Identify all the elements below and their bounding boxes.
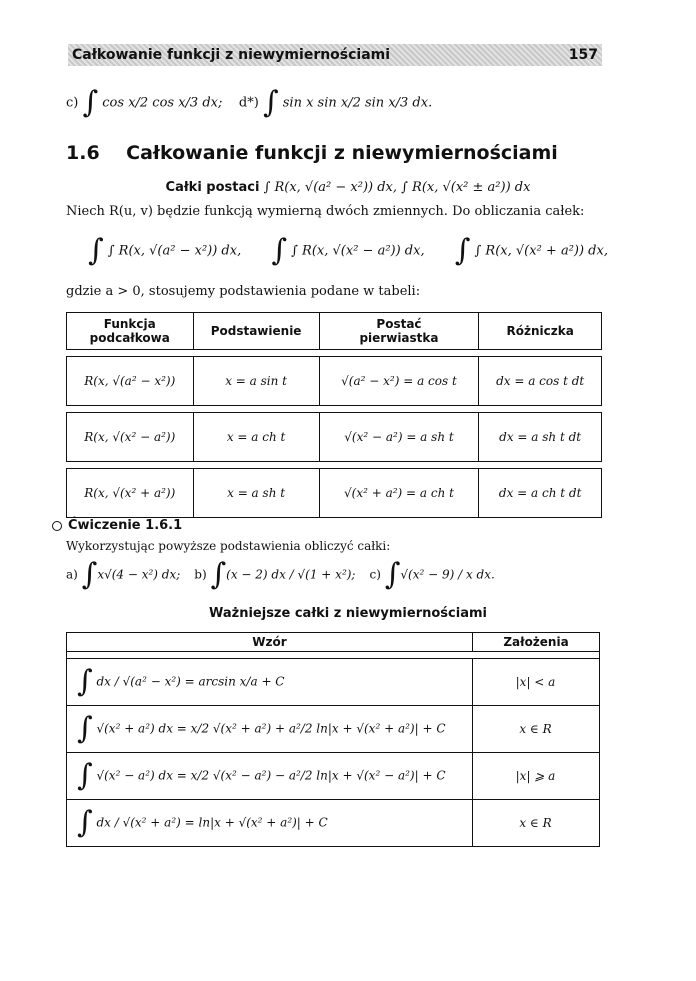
exercise-item: c) ∫√(x² − 9) / x dx. <box>369 557 495 592</box>
integral-sign: ∫ <box>82 85 99 120</box>
substitution-table <box>66 312 602 518</box>
table2-title: Ważniejsze całki z niewymiernościami <box>209 606 487 621</box>
header-function: Funkcja podcałkowa <box>67 313 194 350</box>
integral-sign: ∫ <box>262 85 279 120</box>
display-formula: ∫ ∫ R(x, √(x² + a²)) dx, <box>454 233 608 268</box>
exercise-tail <box>66 85 433 120</box>
cell-substitution: x = a sh t <box>193 469 319 518</box>
table-header-row <box>67 633 600 652</box>
exercise-d-label: d*) <box>238 95 259 111</box>
exercise-title: Ćwiczenie 1.6.1 <box>68 518 183 533</box>
cell-substitution: x = a ch t <box>193 413 319 462</box>
exercise-d-formula: sin x sin x/2 sin x/3 dx. <box>282 95 433 111</box>
paragraph-1: Niech R(u, v) będzie funkcją wymierną dwóch zmiennych. Do obliczania całek: <box>66 204 585 219</box>
header-differential: Różniczka <box>479 313 602 350</box>
paragraph-2: gdzie a > 0, stosujemy podstawienia podane w tabeli: <box>66 284 421 299</box>
display-formula: ∫ ∫ R(x, √(a² − x²)) dx, <box>88 233 242 268</box>
cell-condition: |x| < a <box>473 659 600 706</box>
display-formulas <box>88 233 608 268</box>
cell-function: R(x, √(a² − x²)) <box>67 357 194 406</box>
header-formula: Wzór <box>67 633 473 652</box>
cell-differential: dx = a ch t dt <box>479 469 602 518</box>
header-condition: Założenia <box>473 633 600 652</box>
exercise-c-label: c) <box>66 95 79 111</box>
exercise-item: a) ∫x√(4 − x²) dx; <box>66 557 181 592</box>
section-number: 1.6 <box>66 142 100 164</box>
table-row <box>67 357 602 406</box>
table-header-row <box>67 313 602 350</box>
cell-formula: ∫ √(x² − a²) dx = x/2 √(x² − a²) − a²/2 ln|x + √(x² − a²)| + C <box>67 753 473 800</box>
exercise-heading <box>52 518 182 533</box>
table-row <box>67 413 602 462</box>
header-substitution: Podstawienie <box>193 313 319 350</box>
exercise-items <box>66 557 495 592</box>
integrals-table <box>66 632 600 847</box>
header-root: Postać pierwiastka <box>319 313 479 350</box>
cell-formula: ∫ dx / √(x² + a²) = ln|x + √(x² + a²)| + C <box>67 800 473 847</box>
table-row <box>67 469 602 518</box>
subsection-title: Całki postaci <box>165 180 260 195</box>
table-row <box>67 800 600 847</box>
exercise-instruction: Wykorzystując powyższe podstawienia obliczyć całki: <box>66 539 391 553</box>
subsection-heading <box>0 180 696 195</box>
page-header <box>68 44 602 66</box>
cell-condition: |x| ⩾ a <box>473 753 600 800</box>
cell-function: R(x, √(x² − a²)) <box>67 413 194 462</box>
cell-root: √(x² − a²) = a sh t <box>319 413 479 462</box>
display-formula: ∫ ∫ R(x, √(x² − a²)) dx, <box>271 233 425 268</box>
cell-root: √(a² − x²) = a cos t <box>319 357 479 406</box>
cell-differential: dx = a cos t dt <box>479 357 602 406</box>
header-title: Całkowanie funkcji z niewymiernościami <box>72 47 391 63</box>
cell-substitution: x = a sin t <box>193 357 319 406</box>
table-row <box>67 706 600 753</box>
cell-formula: ∫ √(x² + a²) dx = x/2 √(x² + a²) + a²/2 ln|x + √(x² + a²)| + C <box>67 706 473 753</box>
exercise-item: b) ∫(x − 2) dx / √(1 + x²); <box>194 557 356 592</box>
exercise-c-formula: cos x/2 cos x/3 dx; <box>102 95 223 111</box>
cell-condition: x ∈ R <box>473 706 600 753</box>
cell-formula: ∫ dx / √(a² − x²) = arcsin x/a + C <box>67 659 473 706</box>
cell-function: R(x, √(x² + a²)) <box>67 469 194 518</box>
subsection-formula: ∫ R(x, √(a² − x²)) dx, ∫ R(x, √(x² ± a²)) dx <box>263 180 531 195</box>
cell-root: √(x² + a²) = a ch t <box>319 469 479 518</box>
page-number: 157 <box>568 47 598 63</box>
cell-condition: x ∈ R <box>473 800 600 847</box>
section-heading <box>66 142 558 164</box>
cell-differential: dx = a sh t dt <box>479 413 602 462</box>
table-row <box>67 659 600 706</box>
table-row <box>67 753 600 800</box>
section-title: Całkowanie funkcji z niewymiernościami <box>126 142 558 164</box>
circle-bullet-icon <box>52 521 62 531</box>
